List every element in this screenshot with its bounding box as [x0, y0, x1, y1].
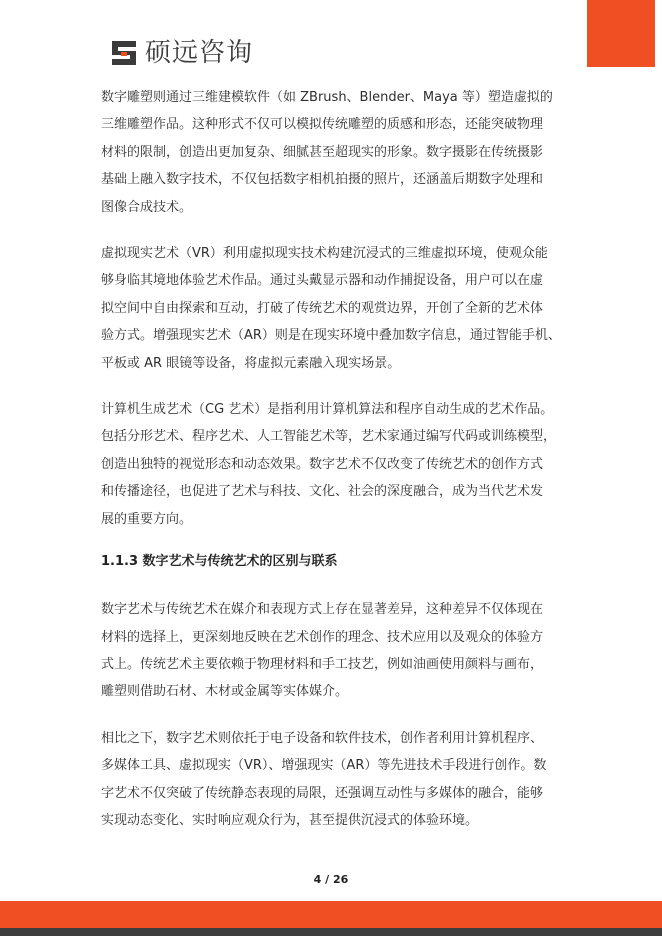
text-line: 材料的选择上，更深刻地反映在艺术创作的理念、技术应用以及观众的体验方: [101, 629, 544, 645]
paragraph-digital-sculpture: [101, 84, 571, 221]
text-line: 基础上融入数字技术，不仅包括数字相机拍摄的照片，还涵盖后期数字处理和: [101, 172, 544, 188]
text-line: 雕塑则借助石材、木材或金属等实体媒介。: [101, 684, 349, 700]
text-line: 多媒体工具、虚拟现实（VR）、增强现实（AR）等先进技术手段进行创作。数: [101, 758, 547, 774]
text-line: 式上。传统艺术主要依赖于物理材料和手工技艺，例如油画使用颜料与画布，: [101, 656, 544, 672]
paragraph-differences: [101, 596, 571, 706]
document-body: [101, 84, 571, 853]
text-line: 创造出独特的视觉形态和动态效果。数字艺术不仅改变了传统艺术的创作方式: [101, 456, 544, 472]
text-line: 和传播途径，也促进了艺术与科技、文化、社会的深度融合，成为当代艺术发: [101, 484, 544, 500]
paragraph-digital-art-tech: [101, 725, 571, 835]
corner-accent-tab: [587, 0, 655, 67]
text-line: 虚拟现实艺术（VR）利用虚拟现实技术构建沉浸式的三维虚拟环境，使观众能: [101, 246, 548, 262]
paragraph-vr-ar-art: [101, 240, 571, 377]
text-line: 展的重要方向。: [101, 511, 193, 527]
text-line: 材料的限制，创造出更加复杂、细腻甚至超现实的形象。数字摄影在传统摄影: [101, 144, 544, 160]
text-line: 数字雕塑则通过三维建模软件（如 ZBrush、Blender、Maya 等）塑造虚拟的: [101, 90, 553, 105]
logo-text: 硕远咨询: [145, 38, 254, 68]
page-number: 4 / 26: [313, 873, 349, 886]
paragraph-cg-art: [101, 396, 571, 533]
text-line: 字艺术不仅突破了传统静态表现的局限，还强调互动性与多媒体的融合，能够: [101, 785, 544, 801]
text-line: 实现动态变化、实时响应观众行为，甚至提供沉浸式的体验环境。: [101, 812, 479, 828]
text-line: 图像合成技术。: [101, 199, 193, 215]
text-line: 相比之下，数字艺术则依托于电子设备和软件技术，创作者利用计算机程序、: [101, 730, 544, 746]
text-line: 三维雕塑作品。这种形式不仅可以模拟传统雕塑的质感和形态，还能突破物理: [101, 117, 544, 133]
text-line: 计算机生成艺术（CG 艺术）是指利用计算机算法和程序自动生成的艺术作品。: [101, 402, 554, 418]
footer-dark-strip: [0, 928, 662, 936]
text-line: 够身临其境地体验艺术作品。通过头戴显示器和动作捕捉设备，用户可以在虚: [101, 273, 544, 289]
text-line: 平板或 AR 眼镜等设备，将虚拟元素融入现实场景。: [101, 355, 401, 371]
text-line: 包括分形艺术、程序艺术、人工智能艺术等，艺术家通过编写代码或训练模型，: [101, 429, 557, 445]
text-line: 验方式。增强现实艺术（AR）则是在现实环境中叠加数字信息，通过智能手机、: [101, 328, 561, 344]
brand-s-logo-icon: [109, 38, 139, 68]
text-line: 数字艺术与传统艺术在媒介和表现方式上存在显著差异，这种差异不仅体现在: [101, 602, 544, 618]
company-logo: [109, 37, 253, 69]
section-heading: 1.1.3 数字艺术与传统艺术的区别与联系: [101, 554, 338, 570]
text-line: 拟空间中自由探索和互动，打破了传统艺术的观赏边界，开创了全新的艺术体: [101, 300, 544, 316]
